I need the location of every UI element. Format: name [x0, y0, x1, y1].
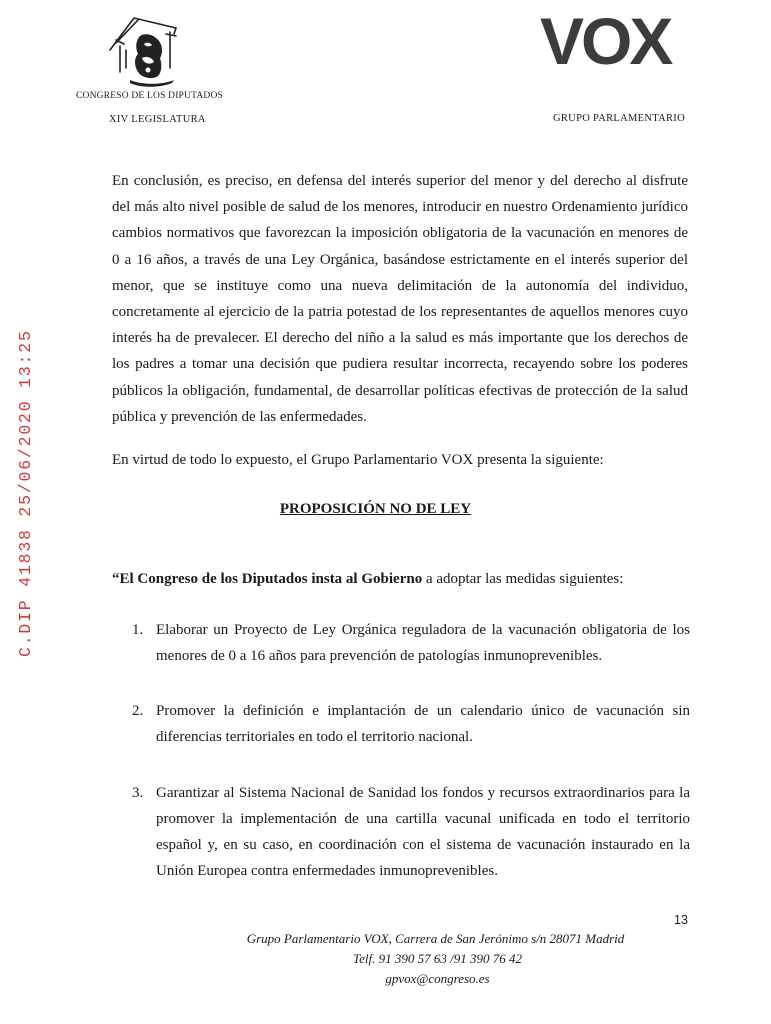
footer-email: gpvox@congreso.es [385, 971, 490, 986]
institution-name: CONGRESO DE LOS DIPUTADOS [76, 91, 224, 101]
conclusion-paragraph: En conclusión, es preciso, en defensa del interés superior del menor y del derecho al disfrute del más alto nivel posible de salud de los menores, introducir en nuestro Ordenamiento jurídico cambios normativos que favorezcan la imposición obligatoria de la vacunación en menores de 0 a 16 años, a través de una Ley Orgánica, basándose estrictamente en el interés superior del menor, que se instituye como una nueva delimitación de la autonomía del individuo, concretamente al ejercicio de la patria potestad de los representantes de aquellos menores cuyo interés ha de prevalecer. El derecho del niño a la salud es más importante que los derechos de los padres a tomar una decisión que pudiera resultar incorrecta, recayendo sobre los poderes públicos la obligación, fundamental, de desarrollar políticas efectivas de protección de la salud pública y prevención de las enfermedades. [112, 173, 688, 425]
presentation-paragraph: En virtud de todo lo expuesto, el Grupo Parlamentario VOX presenta la siguiente: [112, 452, 604, 468]
footer-address: Grupo Parlamentario VOX, Carrera de San Jerónimo s/n 28071 Madrid [246, 931, 625, 946]
measure-text: Promover la definición e implantación de un calendario único de vacunación sin diferencias territoriales en todo el territorio nacional. [156, 703, 690, 745]
measure-text: Garantizar al Sistema Nacional de Sanidad los fondos y recursos extraordinarios para la promover la implementación de una cartilla vacunal unificada en todo el territorio español y, en su caso, en coordinación con el sistema de vacunación instaurado en la Unión Europea contra enfermedades inmunoprevenibles. [156, 785, 690, 879]
insta-statement-bold: “El Congreso de los Diputados insta al Gobierno [112, 571, 423, 587]
legislature-label: XIV LEGISLATURA [109, 114, 206, 125]
parliamentary-group-label: GRUPO PARLAMENTARIO [553, 113, 685, 124]
measure-number: 2. [132, 703, 144, 719]
measure-text: Elaborar un Proyecto de Ley Orgánica reguladora de la vacunación obligatoria de los menores de 0 a 16 años para prevención de patologías inmunoprevenibles. [156, 622, 690, 664]
proposal-title: PROPOSICIÓN NO DE LEY [279, 501, 472, 517]
measure-number: 1. [132, 622, 144, 638]
measure-item [112, 780, 690, 884]
insta-statement [112, 567, 712, 591]
congreso-lion-emblem-icon [104, 10, 186, 90]
page-number: 13 [674, 913, 688, 927]
footer-phone: Telf. 91 390 57 63 /91 390 76 42 [353, 951, 522, 966]
measure-number: 3. [132, 785, 144, 801]
registration-stamp: C.DIP 41838 25/06/2020 13:25 [16, 329, 35, 657]
measure-item [112, 617, 690, 669]
measure-item [112, 698, 690, 750]
vox-logo: VOX [540, 4, 671, 78]
insta-statement-rest: a adoptar las medidas siguientes: [422, 571, 624, 587]
